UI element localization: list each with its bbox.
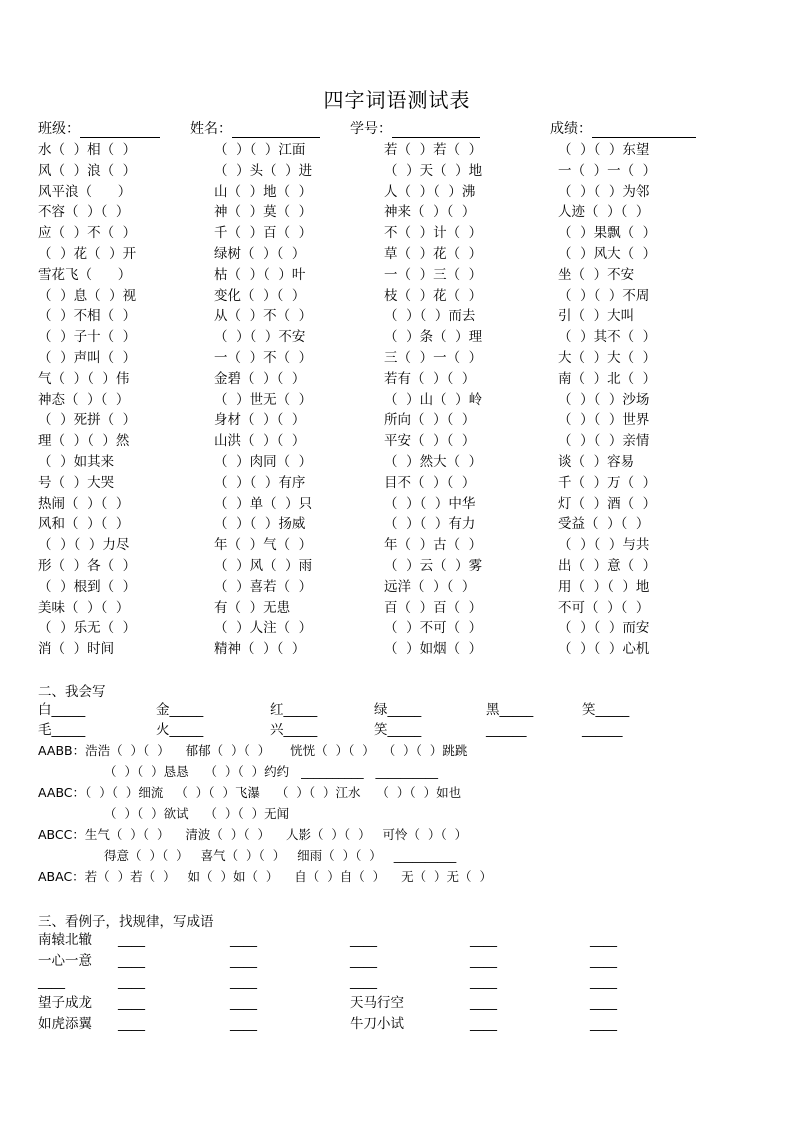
score-field (550, 118, 696, 138)
answer-blank[interactable]: ____ (470, 1016, 497, 1032)
write-item[interactable]: 笑_____ (374, 722, 422, 738)
idiom-cell[interactable]: 草（ ）花（ ） (384, 245, 483, 262)
idiom-cell[interactable]: 不（ ）计（ ） (384, 225, 483, 242)
idiom-cell[interactable]: （ ）（ ）东望 (558, 142, 650, 158)
answer-blank[interactable]: ____ (230, 932, 257, 948)
idiom-cell[interactable]: 千（ ）百（ ） (214, 225, 313, 242)
idiom-cell[interactable]: 远洋（ ）（ ） (384, 578, 476, 595)
idiom-cell[interactable]: （ ）风（ ）雨 (214, 557, 313, 574)
answer-blank[interactable]: ____ (470, 974, 497, 990)
answer-blank[interactable]: ____ (118, 953, 145, 969)
idiom-cell[interactable]: 神（ ）莫（ ） (214, 204, 313, 221)
idiom-cell[interactable]: 一（ ）不（ ） (214, 349, 313, 366)
idiom-cell[interactable]: （ ）死拼（ ） (38, 412, 137, 429)
idiom-cell[interactable]: 受益（ ）（ ） (558, 516, 650, 533)
idiom-cell[interactable]: 美味（ ）（ ） (38, 599, 130, 616)
idiom-cell[interactable]: 有（ ）无患 (214, 599, 291, 616)
idiom-cell[interactable]: （ ）（ ）为邻 (558, 183, 650, 200)
section-2-title: 二、我会写 (38, 684, 106, 700)
idiom-cell[interactable]: 平安（ ）（ ） (384, 433, 476, 450)
write-item[interactable]: 白_____ (38, 702, 86, 718)
idiom-cell[interactable]: （ ）（ ）与共 (558, 537, 650, 554)
id-label: 学号： (350, 121, 392, 137)
idiom-cell[interactable]: 山（ ）地（ ） (214, 183, 313, 200)
idiom-cell[interactable]: 热闹（ ）（ ） (38, 495, 130, 512)
example-idiom[interactable]: 一心一意 (38, 953, 92, 969)
idiom-cell[interactable]: （ ）云（ ）雾 (384, 557, 483, 574)
idiom-cell[interactable]: 神态（ ）（ ） (38, 391, 130, 408)
idiom-cell[interactable]: 三（ ）一（ ） (384, 349, 483, 366)
idiom-cell[interactable]: 山洪（ ）（ ） (214, 433, 306, 450)
write-item[interactable]: 笑_____ (582, 702, 630, 718)
idiom-cell[interactable]: （ ）（ ）不周 (558, 287, 650, 304)
idiom-cell[interactable]: 枝（ ）花（ ） (384, 287, 483, 304)
example-idiom[interactable]: 牛刀小试 (350, 1016, 404, 1032)
answer-blank[interactable]: ____ (230, 953, 257, 969)
idiom-cell[interactable]: （ ）肉同（ ） (214, 453, 313, 470)
idiom-cell[interactable]: （ ）天（ ）地 (384, 162, 483, 179)
write-item[interactable]: 红_____ (270, 702, 318, 718)
idiom-cell[interactable]: （ ）山（ ）岭 (384, 391, 483, 408)
idiom-cell[interactable]: 大（ ）大（ ） (558, 349, 657, 366)
idiom-cell[interactable]: （ ）（ ）沙场 (558, 391, 650, 408)
idiom-cell[interactable]: 谈（ ）容易 (558, 453, 635, 470)
idiom-cell[interactable]: 年（ ）古（ ） (384, 537, 483, 554)
write-item[interactable]: 兴_____ (270, 722, 318, 738)
idiom-cell[interactable]: （ ）（ ）中华 (384, 495, 476, 512)
idiom-cell[interactable]: 灯（ ）酒（ ） (558, 495, 657, 512)
answer-blank[interactable]: ____ (590, 974, 617, 990)
idiom-cell[interactable]: （ ）息（ ）视 (38, 287, 137, 304)
idiom-cell[interactable]: （ ）（ ）力尽 (38, 537, 130, 554)
idiom-cell[interactable]: 风平浪（ ） (38, 183, 132, 200)
abac-line: ABAC：若（ ）若（ ） 如（ ）如（ ） 自（ ）自（ ） 无（ ）无（ ） (38, 869, 492, 884)
idiom-cell[interactable]: 风和（ ）（ ） (38, 516, 130, 533)
idiom-cell[interactable]: （ ）如烟（ ） (384, 641, 483, 658)
write-item[interactable]: 毛_____ (38, 722, 86, 738)
idiom-cell[interactable]: 不可（ ）（ ） (558, 599, 650, 616)
idiom-cell[interactable]: 水（ ）相（ ） (38, 142, 137, 158)
idiom-cell[interactable]: （ ）声叫（ ） (38, 349, 137, 366)
abcc-line-1: ABCC：生气（ ）（ ） 清波（ ）（ ） 人影（ ）（ ） 可怜（ ）（ ） (38, 827, 468, 842)
idiom-cell[interactable]: （ ）（ ）不安 (214, 329, 306, 346)
score-blank[interactable] (592, 123, 696, 138)
section-3-title: 三、看例子，找规律，写成语 (38, 914, 214, 930)
answer-blank[interactable]: ____ (118, 1016, 145, 1032)
idiom-cell[interactable]: 一（ ）三（ ） (384, 266, 483, 283)
idiom-cell[interactable]: 用（ ）（ ）地 (558, 578, 650, 595)
idiom-cell[interactable]: （ ）人注（ ） (214, 620, 313, 637)
idiom-cell[interactable]: （ ）子十（ ） (38, 329, 137, 346)
idiom-cell[interactable]: 若（ ）若（ ） (384, 142, 483, 158)
write-item[interactable]: ______ (486, 722, 527, 738)
idiom-cell[interactable]: （ ）果飘（ ） (558, 225, 657, 242)
idiom-cell[interactable]: （ ）风大（ ） (558, 245, 657, 262)
class-field (38, 118, 160, 138)
example-idiom[interactable]: ____ (350, 974, 377, 990)
class-blank[interactable] (80, 123, 160, 138)
idiom-cell[interactable]: 理（ ）（ ）然 (38, 433, 130, 450)
idiom-cell[interactable]: （ ）条（ ）理 (384, 329, 483, 346)
idiom-cell[interactable]: 南（ ）北（ ） (558, 370, 657, 387)
idiom-cell[interactable]: （ ）（ ）有序 (214, 474, 306, 491)
answer-blank[interactable]: ____ (230, 995, 257, 1011)
idiom-cell[interactable]: 精神（ ）（ ） (214, 641, 306, 658)
idiom-cell[interactable]: 消（ ）时间 (38, 641, 115, 658)
aabc-line-1: AABC：（ ）（ ）细流 （ ）（ ）飞瀑 （ ）（ ）江水 （ ）（ ）如也 (38, 785, 462, 800)
idiom-cell[interactable]: 雪花飞（ ） (38, 266, 132, 283)
id-blank[interactable] (392, 123, 480, 138)
answer-blank[interactable]: ____ (230, 1016, 257, 1032)
example-idiom[interactable]: ____ (350, 932, 377, 948)
idiom-cell[interactable]: 从（ ）不（ ） (214, 308, 313, 325)
class-label: 班级： (38, 121, 80, 137)
idiom-cell[interactable]: 绿树（ ）（ ） (214, 245, 306, 262)
idiom-cell[interactable]: 目不（ ）（ ） (384, 474, 476, 491)
answer-blank[interactable]: ____ (590, 953, 617, 969)
idiom-cell[interactable]: 人迹（ ）（ ） (558, 204, 650, 221)
example-idiom[interactable]: 如虎添翼 (38, 1016, 92, 1032)
idiom-cell[interactable]: 若有（ ）（ ） (384, 370, 476, 387)
answer-blank[interactable]: ____ (590, 1016, 617, 1032)
idiom-cell[interactable]: 气（ ）（ ）伟 (38, 370, 130, 387)
idiom-cell[interactable]: 百（ ）百（ ） (384, 599, 483, 616)
idiom-cell[interactable]: （ ）头（ ）进 (214, 162, 313, 179)
example-idiom[interactable]: 南辕北辙 (38, 932, 92, 948)
answer-blank[interactable]: ____ (590, 995, 617, 1011)
idiom-cell[interactable]: （ ）然大（ ） (384, 453, 483, 470)
idiom-cell[interactable]: 神来（ ）（ ） (384, 204, 476, 221)
idiom-cell[interactable]: 身材（ ）（ ） (214, 412, 306, 429)
example-idiom[interactable]: 望子成龙 (38, 995, 92, 1011)
idiom-cell[interactable]: 枯（ ）（ ）叶 (214, 266, 306, 283)
idiom-cell[interactable]: （ ）乐无（ ） (38, 620, 137, 637)
idiom-cell[interactable]: （ ）（ ）亲情 (558, 433, 650, 450)
score-label: 成绩： (550, 121, 592, 137)
aabb-line-1: AABB：浩浩（ ）（ ） 郁郁（ ）（ ） 恍恍（ ）（ ） （ ）（ ）跳跳 (38, 743, 468, 758)
idiom-cell[interactable]: （ ）（ ）而去 (384, 308, 476, 325)
write-item[interactable]: 火_____ (156, 722, 204, 738)
answer-blank[interactable]: ____ (118, 995, 145, 1011)
idiom-cell[interactable]: （ ）其不（ ） (558, 329, 657, 346)
idiom-cell[interactable]: （ ）（ ）扬威 (214, 516, 306, 533)
idiom-cell[interactable]: （ ）单（ ）只 (214, 495, 313, 512)
page-title: 四字词语测试表 (323, 88, 471, 112)
idiom-cell[interactable]: 年（ ）气（ ） (214, 537, 313, 554)
example-idiom[interactable]: ____ (350, 953, 377, 969)
idiom-cell[interactable]: 风（ ）浪（ ） (38, 162, 137, 179)
answer-blank[interactable]: ____ (470, 932, 497, 948)
idiom-cell[interactable]: 千（ ）万（ ） (558, 474, 657, 491)
idiom-cell[interactable]: 出（ ）意（ ） (558, 557, 657, 574)
idiom-cell[interactable]: 人（ ）（ ）沸 (384, 183, 476, 200)
aabc-line-2: （ ）（ ）欲试 （ ）（ ）无闻 (104, 806, 290, 821)
write-item[interactable]: 金_____ (156, 702, 204, 718)
idiom-cell[interactable]: 一（ ）一（ ） (558, 162, 657, 179)
answer-blank[interactable]: ____ (470, 953, 497, 969)
idiom-cell[interactable]: （ ）不可（ ） (384, 620, 483, 637)
idiom-cell[interactable]: （ ）花（ ）开 (38, 245, 137, 262)
name-label: 姓名： (190, 121, 232, 137)
id-field (350, 118, 480, 138)
write-item[interactable]: 黑_____ (486, 702, 534, 718)
aabb-line-2: （ ）（ ）恳恳 （ ）（ ）约约 __________ __________ (104, 764, 439, 779)
answer-blank[interactable]: ____ (590, 932, 617, 948)
idiom-cell[interactable]: （ ）不相（ ） (38, 308, 137, 325)
name-field (190, 118, 320, 138)
example-idiom[interactable]: 天马行空 (350, 995, 404, 1011)
idiom-cell[interactable]: （ ）（ ）心机 (558, 641, 650, 658)
write-item[interactable]: ______ (582, 722, 623, 738)
idiom-cell[interactable]: 号（ ）大哭 (38, 474, 115, 491)
idiom-cell[interactable]: 金碧（ ）（ ） (214, 370, 306, 387)
idiom-cell[interactable]: 坐（ ）不安 (558, 266, 635, 283)
idiom-cell[interactable]: （ ）世无（ ） (214, 391, 313, 408)
example-idiom[interactable]: ____ (38, 974, 65, 990)
idiom-cell[interactable]: （ ）（ ）世界 (558, 412, 650, 429)
idiom-cell[interactable]: 不容（ ）（ ） (38, 204, 130, 221)
idiom-cell[interactable]: 所向（ ）（ ） (384, 412, 476, 429)
answer-blank[interactable]: ____ (230, 974, 257, 990)
idiom-cell[interactable]: （ ）喜若（ ） (214, 578, 313, 595)
idiom-cell[interactable]: （ ）根到（ ） (38, 578, 137, 595)
name-blank[interactable] (232, 123, 320, 138)
idiom-cell[interactable]: 形（ ）各（ ） (38, 557, 137, 574)
idiom-cell[interactable]: （ ）（ ）有力 (384, 516, 476, 533)
idiom-cell[interactable]: （ ）（ ）江面 (214, 142, 306, 158)
idiom-cell[interactable]: （ ）如其来 (38, 453, 115, 470)
abcc-line-2: 得意（ ）（ ） 喜气（ ）（ ） 细雨（ ）（ ） __________ (104, 848, 457, 863)
idiom-cell[interactable]: 应（ ）不（ ） (38, 225, 137, 242)
answer-blank[interactable]: ____ (118, 932, 145, 948)
idiom-cell[interactable]: （ ）（ ）而安 (558, 620, 650, 637)
answer-blank[interactable]: ____ (118, 974, 145, 990)
answer-blank[interactable]: ____ (470, 995, 497, 1011)
idiom-cell[interactable]: 变化（ ）（ ） (214, 287, 306, 304)
idiom-cell[interactable]: 引（ ）大叫 (558, 308, 635, 325)
write-item[interactable]: 绿_____ (374, 702, 422, 718)
